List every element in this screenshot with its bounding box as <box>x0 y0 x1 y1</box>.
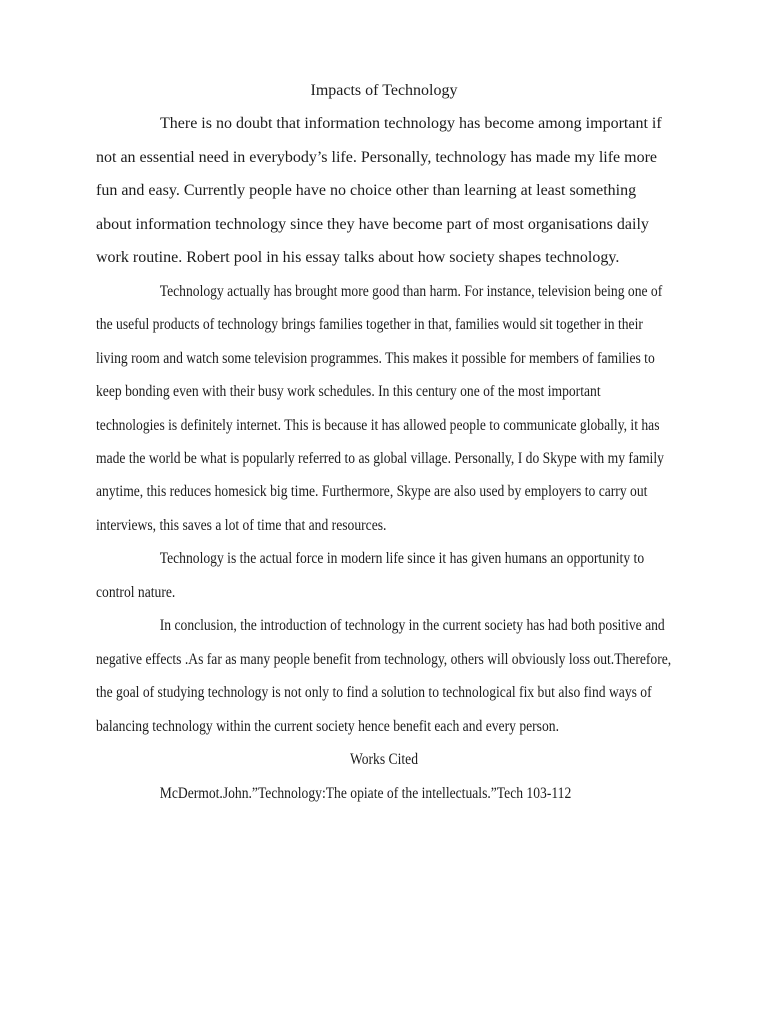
paragraph-body-television-internet: Technology actually has brought more good than harm. For instance, television being one of the useful products of technology brings families together in that, families would sit together in their living room and watch some television programmes. This makes it possible for members of families to keep bonding even with their busy work schedules. In this century one of the most important technologies is definitely internet. This is because it has allowed people to communicate globally, it has made the world be what is popularly referred to as global village. Personally, I do Skype with my family anytime, this reduces homesick big time. Furthermore, Skype are also used by employers to carry out interviews, this saves a lot of time that and resources. <box>96 282 664 534</box>
works-cited-heading: Works Cited <box>349 751 419 769</box>
paragraph-body-modern-life: Technology is the actual force in modern life since it has given humans an opportunity to control nature. <box>96 550 645 601</box>
citation-entry: McDermot.John.”Technology:The opiate of the intellectuals.”Tech 103-112 <box>159 784 572 802</box>
document-title: Impacts of Technology <box>310 82 458 99</box>
paragraph-conclusion: In conclusion, the introduction of technology in the current society has had both positive and negative effects .As far as many people benefit from technology, others will obviously loss out.Therefore, the goal of studying technology is not only to find a solution to technological fix but also find ways of balancing technology within the current society hence benefit each and every person. <box>96 617 672 735</box>
paragraph-introduction: There is no doubt that information technology has become among important if not an essential need in everybody’s life. Personally, technology has made my life more fun and easy. Currently people have no choice other than learning at least something about information technology since they have become part of most organisations daily work routine. Robert pool in his essay talks about how society shapes technology. <box>96 115 662 267</box>
